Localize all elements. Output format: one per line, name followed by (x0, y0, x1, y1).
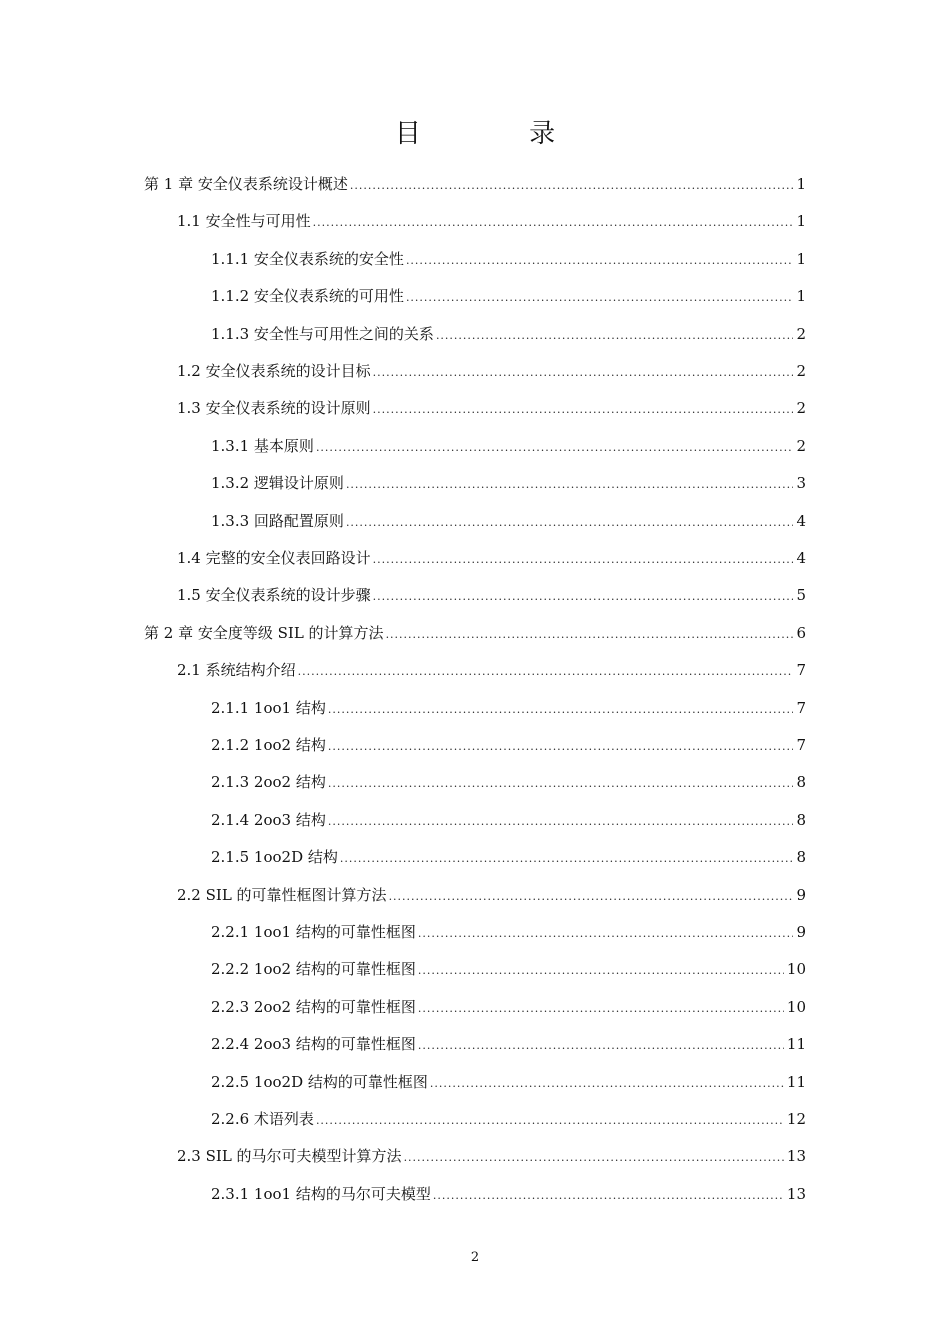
toc-dot-leader (406, 280, 793, 316)
toc-entry-page: 1 (796, 212, 806, 231)
toc-entry-page: 10 (786, 960, 806, 979)
toc-entry-title: 2.2.4 2oo3 结构的可靠性框图 (211, 1035, 416, 1054)
toc-dot-leader (346, 505, 793, 541)
toc-dot-leader (316, 1103, 784, 1139)
toc-entry[interactable] (211, 428, 806, 464)
toc-entry[interactable] (211, 316, 806, 352)
toc-entry[interactable] (211, 1064, 806, 1100)
toc-entry-page: 10 (786, 997, 806, 1016)
toc-entry-page: 11 (786, 1035, 806, 1054)
toc-entry-title: 第 1 章 安全仪表系统设计概述 (144, 175, 348, 193)
page-title: 目 录 (394, 119, 606, 149)
toc-dot-leader (350, 168, 793, 204)
toc-entry[interactable] (144, 615, 806, 651)
toc-entry-title: 2.2.1 1oo1 结构的可靠性框图 (211, 923, 416, 941)
toc-entry[interactable] (177, 353, 806, 389)
toc-entry-page: 11 (786, 1072, 806, 1091)
toc-entry-page: 2 (796, 324, 806, 343)
toc-dot-leader (373, 355, 793, 391)
toc-entry-title: 2.1.5 1oo2D 结构 (211, 848, 338, 867)
toc-entry-page: 9 (796, 885, 806, 904)
toc-entry-title: 1.3.1 基本原则 (211, 436, 314, 455)
toc-entry[interactable] (211, 727, 806, 763)
toc-entry-title: 2.2 SIL 的可靠性框图计算方法 (177, 885, 387, 904)
toc-entry[interactable] (211, 951, 806, 987)
toc-entry-page: 13 (786, 1184, 806, 1203)
toc-dot-leader (298, 654, 793, 690)
toc-entry-title: 1.1.3 安全性与可用性之间的关系 (211, 324, 434, 343)
toc-entry-page: 5 (796, 586, 806, 605)
toc-dot-leader (436, 318, 793, 354)
toc-entry-title: 1.4 完整的安全仪表回路设计 (177, 549, 371, 567)
toc-entry[interactable] (211, 690, 806, 726)
toc-entry-page: 7 (796, 736, 806, 754)
toc-entry-title: 1.1.2 安全仪表系统的可用性 (211, 287, 404, 306)
toc-entry-page: 4 (796, 511, 806, 530)
toc-dot-leader (373, 392, 793, 428)
toc-dot-leader (346, 467, 793, 503)
toc-entry-title: 2.2.2 1oo2 结构的可靠性框图 (211, 960, 416, 979)
toc-dot-leader (418, 916, 793, 952)
toc-dot-leader (328, 729, 793, 765)
toc-entry-page: 8 (796, 773, 806, 792)
toc-entry-page: 9 (796, 923, 806, 941)
toc-dot-leader (418, 991, 784, 1027)
toc-entry-title: 2.2.3 2oo2 结构的可靠性框图 (211, 997, 416, 1016)
toc-dot-leader (313, 205, 793, 241)
toc-entry-title: 2.1.2 1oo2 结构 (211, 736, 326, 754)
toc-entry[interactable] (211, 503, 806, 539)
toc-dot-leader (340, 841, 793, 877)
toc-entry-title: 1.1.1 安全仪表系统的安全性 (211, 249, 404, 268)
toc-dot-leader (386, 617, 793, 653)
toc-entry-title: 1.2 安全仪表系统的设计目标 (177, 362, 371, 380)
toc-dot-leader (418, 1028, 784, 1064)
toc-entry-page: 7 (796, 698, 806, 717)
toc-entry-title: 2.2.5 1oo2D 结构的可靠性框图 (211, 1072, 428, 1091)
toc-entry[interactable] (211, 1101, 806, 1137)
page-number: 2 (470, 1250, 480, 1265)
toc-entry-title: 第 2 章 安全度等级 SIL 的计算方法 (144, 623, 384, 642)
toc-entry-title: 1.1 安全性与可用性 (177, 212, 311, 231)
toc-entry-title: 1.3 安全仪表系统的设计原则 (177, 399, 371, 418)
toc-entry[interactable] (177, 577, 806, 613)
toc-dot-leader (433, 1178, 784, 1214)
toc-entry-title: 2.3.1 1oo1 结构的马尔可夫模型 (211, 1184, 431, 1203)
toc-entry[interactable] (177, 203, 806, 239)
toc-entry[interactable] (211, 989, 806, 1025)
toc-entry-page: 6 (796, 623, 806, 642)
toc-entry-page: 7 (796, 661, 806, 680)
toc-entry[interactable] (144, 166, 806, 202)
toc-entry[interactable] (177, 390, 806, 426)
toc-dot-leader (406, 243, 793, 279)
toc-entry-title: 2.1.1 1oo1 结构 (211, 698, 326, 717)
toc-entry-title: 2.3 SIL 的马尔可夫模型计算方法 (177, 1147, 402, 1166)
toc-entry[interactable] (177, 652, 806, 688)
toc-entry[interactable] (211, 465, 806, 501)
toc-dot-leader (373, 542, 793, 578)
toc-entry-page: 4 (796, 549, 806, 567)
toc-entry[interactable] (211, 1026, 806, 1062)
toc-entry-page: 1 (796, 175, 806, 193)
toc-entry[interactable] (211, 839, 806, 875)
toc-entry[interactable] (211, 802, 806, 838)
toc-entry-title: 2.2.6 术语列表 (211, 1110, 314, 1128)
toc-entry[interactable] (177, 1138, 806, 1174)
toc-entry-page: 13 (786, 1147, 806, 1166)
toc-dot-leader (418, 953, 784, 989)
toc-entry-title: 1.3.3 回路配置原则 (211, 511, 344, 530)
toc-entry-page: 2 (796, 436, 806, 455)
toc-entry-page: 2 (796, 362, 806, 380)
toc-dot-leader (316, 430, 793, 466)
toc-entry-page: 12 (786, 1110, 806, 1128)
toc-entry-page: 1 (796, 287, 806, 306)
toc-entry-title: 1.5 安全仪表系统的设计步骤 (177, 586, 371, 605)
toc-entry[interactable] (177, 877, 806, 913)
toc-entry[interactable] (211, 1176, 806, 1212)
toc-dot-leader (389, 879, 793, 915)
toc-dot-leader (328, 804, 793, 840)
toc-dot-leader (328, 692, 793, 728)
toc-entry[interactable] (211, 914, 806, 950)
toc-entry-title: 2.1.3 2oo2 结构 (211, 773, 326, 792)
toc-entry-title: 2.1.4 2oo3 结构 (211, 810, 326, 829)
toc-entry[interactable] (177, 540, 806, 576)
toc-entry-page: 8 (796, 848, 806, 867)
toc-entry-title: 2.1 系统结构介绍 (177, 661, 296, 680)
toc-entry-page: 8 (796, 810, 806, 829)
toc-entry-page: 3 (796, 474, 806, 493)
toc-dot-leader (430, 1066, 784, 1102)
toc-dot-leader (328, 766, 793, 802)
toc-entry[interactable] (211, 278, 806, 314)
toc-entry-page: 2 (796, 399, 806, 418)
toc-entry-page: 1 (796, 249, 806, 268)
toc-entry[interactable] (211, 764, 806, 800)
toc-dot-leader (373, 579, 793, 615)
toc-dot-leader (404, 1140, 784, 1176)
toc-entry-title: 1.3.2 逻辑设计原则 (211, 474, 344, 493)
toc-entry[interactable] (211, 241, 806, 277)
